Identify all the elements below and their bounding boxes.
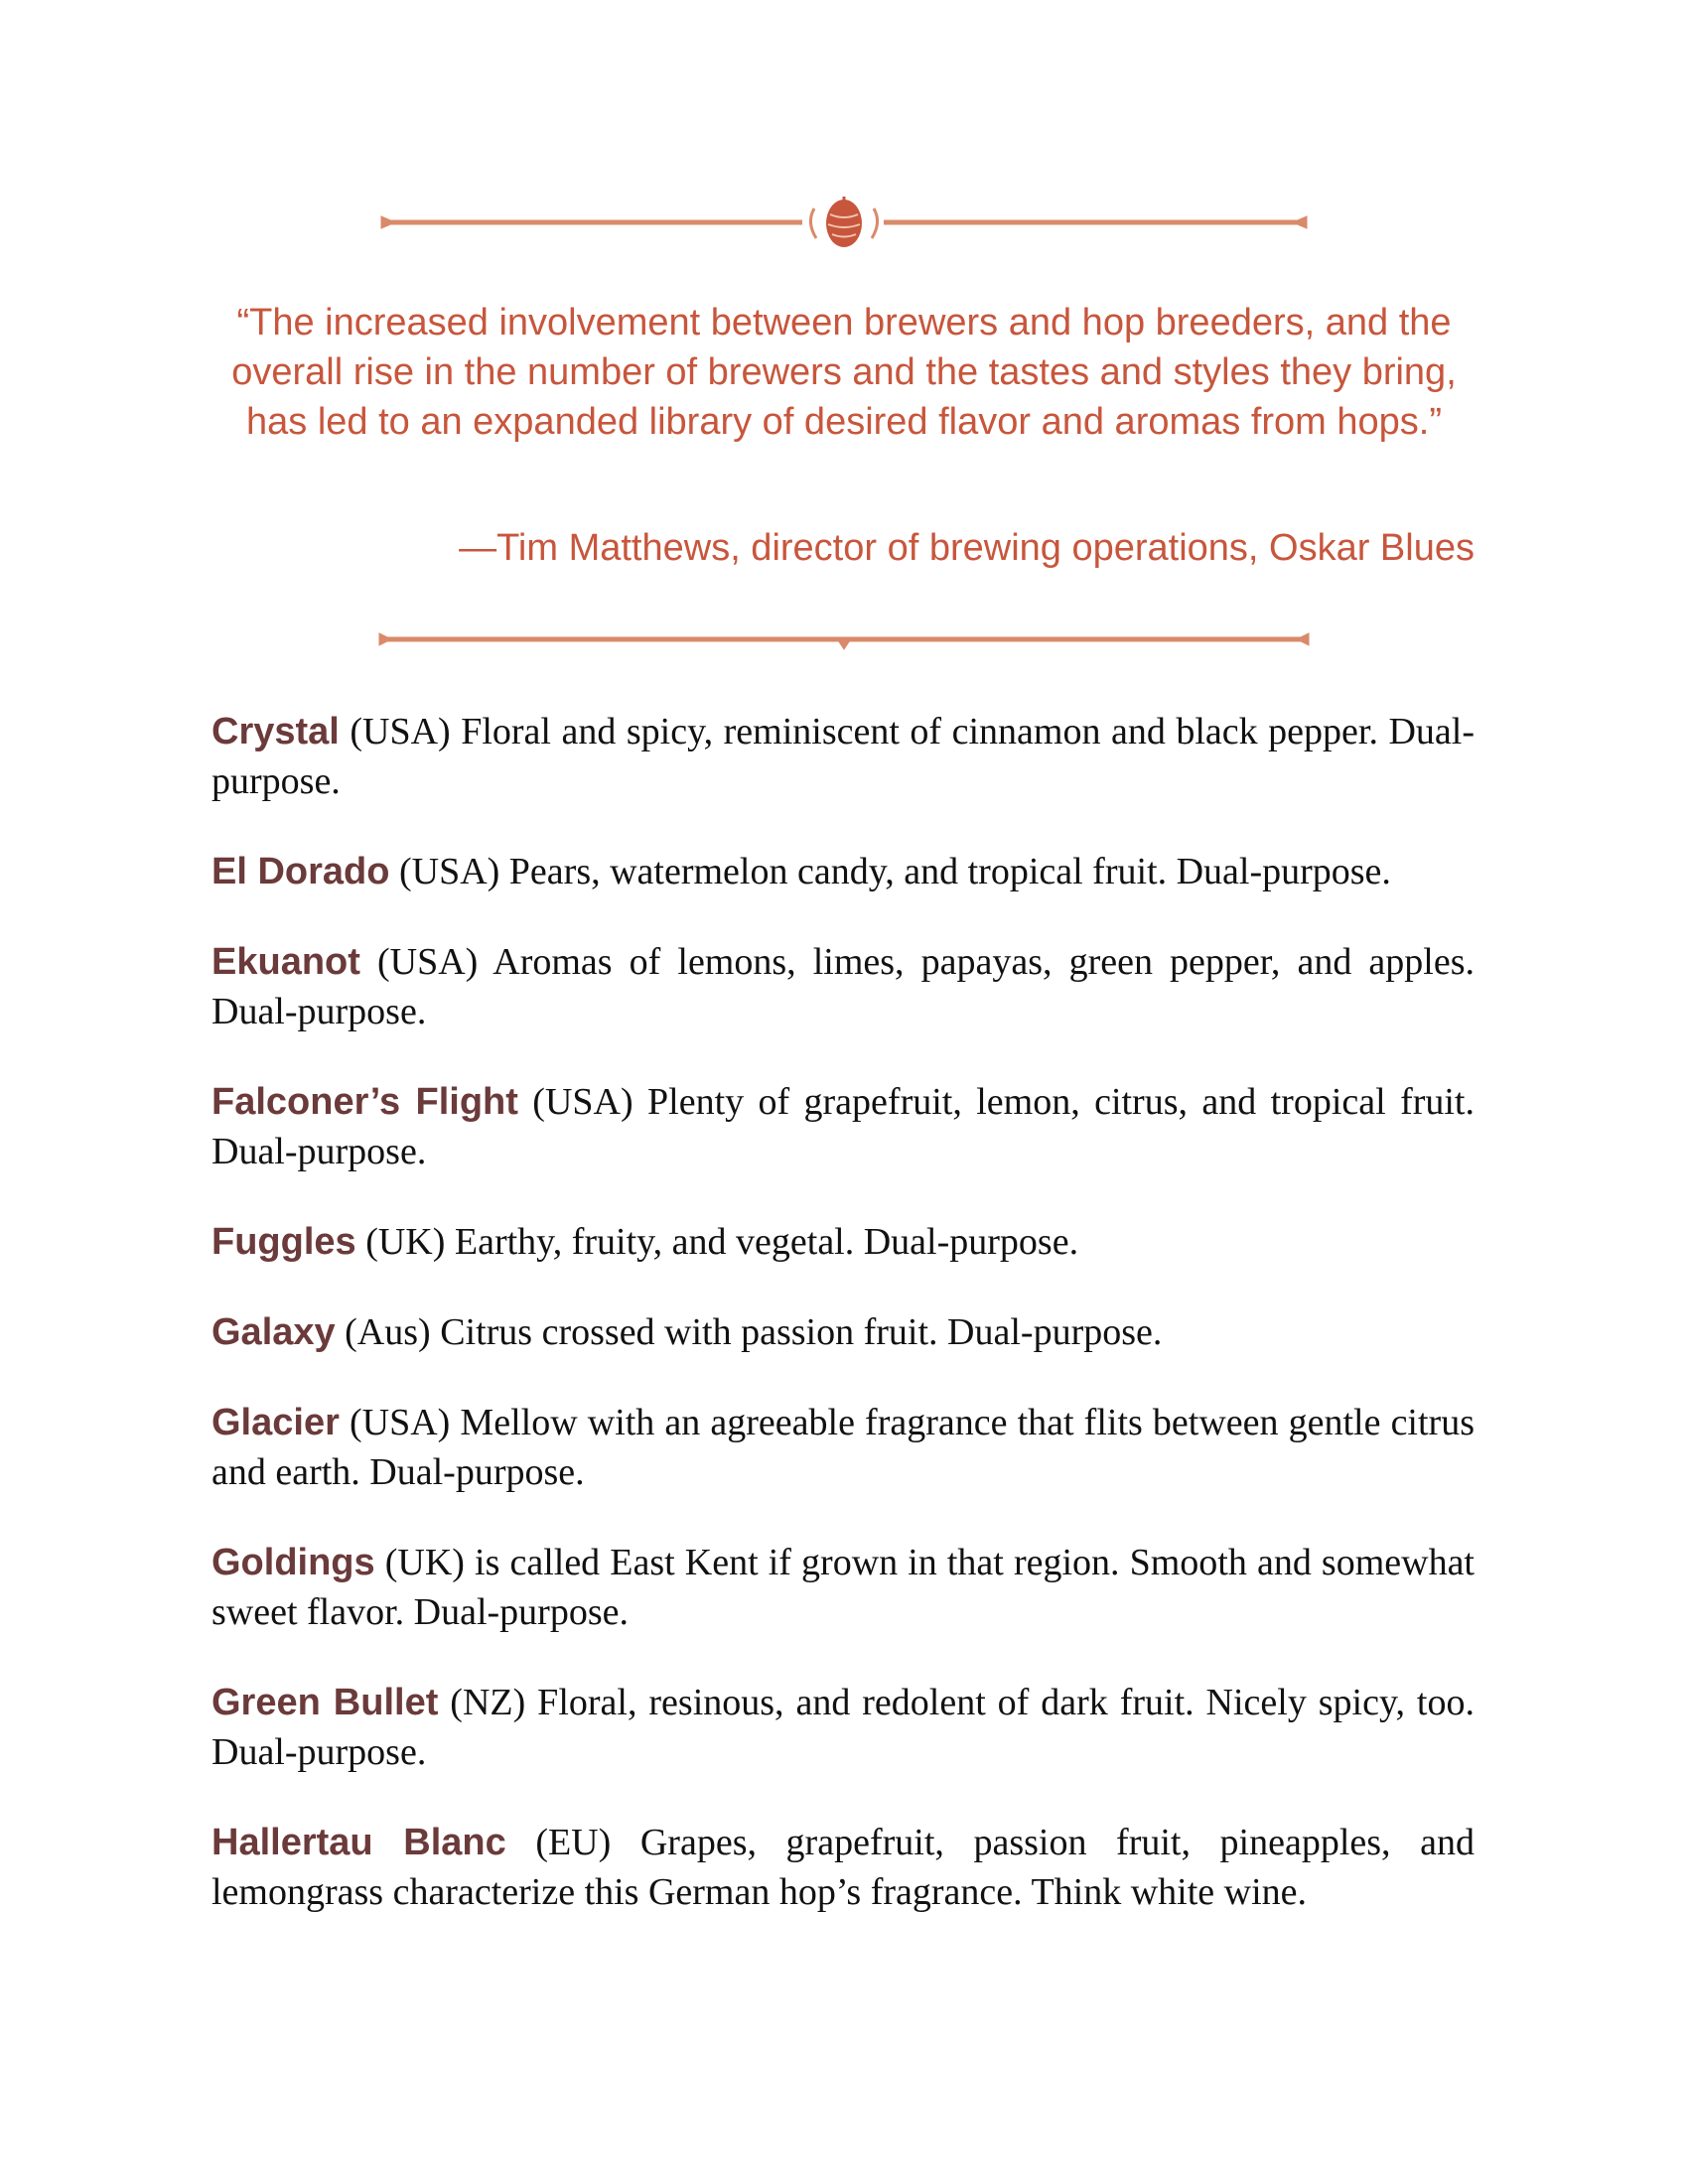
hop-name: Glacier	[211, 1402, 340, 1443]
hop-description: (USA) Floral and spicy, reminiscent of cinnamon and black pepper. Dual-purpose.	[211, 711, 1475, 802]
hop-name: El Dorado	[211, 851, 390, 892]
hop-name: Green Bullet	[211, 1682, 439, 1723]
quote-attribution: —Tim Matthews, director of brewing operations, Oskar Blues	[459, 527, 1475, 569]
hop-description: (USA) Mellow with an agreeable fragrance that flits between gentle citrus and earth. Dual-purpose.	[211, 1402, 1475, 1493]
bottom-ornament-divider	[377, 615, 1311, 665]
hop-entry-goldings	[211, 1538, 1475, 1637]
top-ornament-divider	[377, 189, 1311, 258]
hop-name: Hallertau Blanc	[211, 1822, 506, 1863]
hop-entry-falconers-flight	[211, 1077, 1475, 1176]
hop-variety-list	[211, 707, 1475, 1958]
hop-description: (USA) Plenty of grapefruit, lemon, citrus, and tropical fruit. Dual-purpose.	[211, 1081, 1475, 1172]
hop-name: Ekuanot	[211, 941, 360, 983]
hop-description: (USA) Pears, watermelon candy, and tropical fruit. Dual-purpose.	[389, 851, 1391, 892]
hop-entry-crystal	[211, 707, 1475, 806]
hop-entry-el-dorado	[211, 847, 1475, 896]
hop-entry-fuggles	[211, 1217, 1475, 1267]
hop-description: (NZ) Floral, resinous, and redolent of dark fruit. Nicely spicy, too. Dual-purpose.	[211, 1682, 1475, 1773]
hop-name: Crystal	[211, 711, 340, 752]
hop-entry-galaxy	[211, 1307, 1475, 1357]
pull-quote: “The increased involvement between brewers and hop breeders, and the overall rise in the number of brewers and the tastes and styles they bring, has led to an expanded library of desired flavor and aromas from hops.”	[231, 302, 1457, 443]
hop-entry-green-bullet	[211, 1678, 1475, 1777]
hop-name: Fuggles	[211, 1221, 356, 1263]
hop-entry-ekuanot	[211, 937, 1475, 1036]
hop-cone-icon	[810, 197, 877, 247]
hop-description: (Aus) Citrus crossed with passion fruit. Dual-purpose.	[335, 1311, 1163, 1353]
hop-entry-hallertau-blanc	[211, 1818, 1475, 1917]
hop-name: Goldings	[211, 1542, 375, 1583]
hop-description: (USA) Aromas of lemons, limes, papayas, green pepper, and apples. Dual-purpose.	[211, 941, 1475, 1032]
hop-name: Falconer’s Flight	[211, 1081, 518, 1123]
hop-entry-glacier	[211, 1398, 1475, 1497]
hop-description: (UK) is called East Kent if grown in that region. Smooth and somewhat sweet flavor. Dual-purpose.	[211, 1542, 1475, 1633]
hop-name: Galaxy	[211, 1311, 336, 1353]
hop-description: (UK) Earthy, fruity, and vegetal. Dual-purpose.	[355, 1221, 1079, 1263]
hop-description: (EU) Grapes, grapefruit, passion fruit, pineapples, and lemongrass characterize this German hop’s fragrance. Think white wine.	[211, 1822, 1475, 1913]
